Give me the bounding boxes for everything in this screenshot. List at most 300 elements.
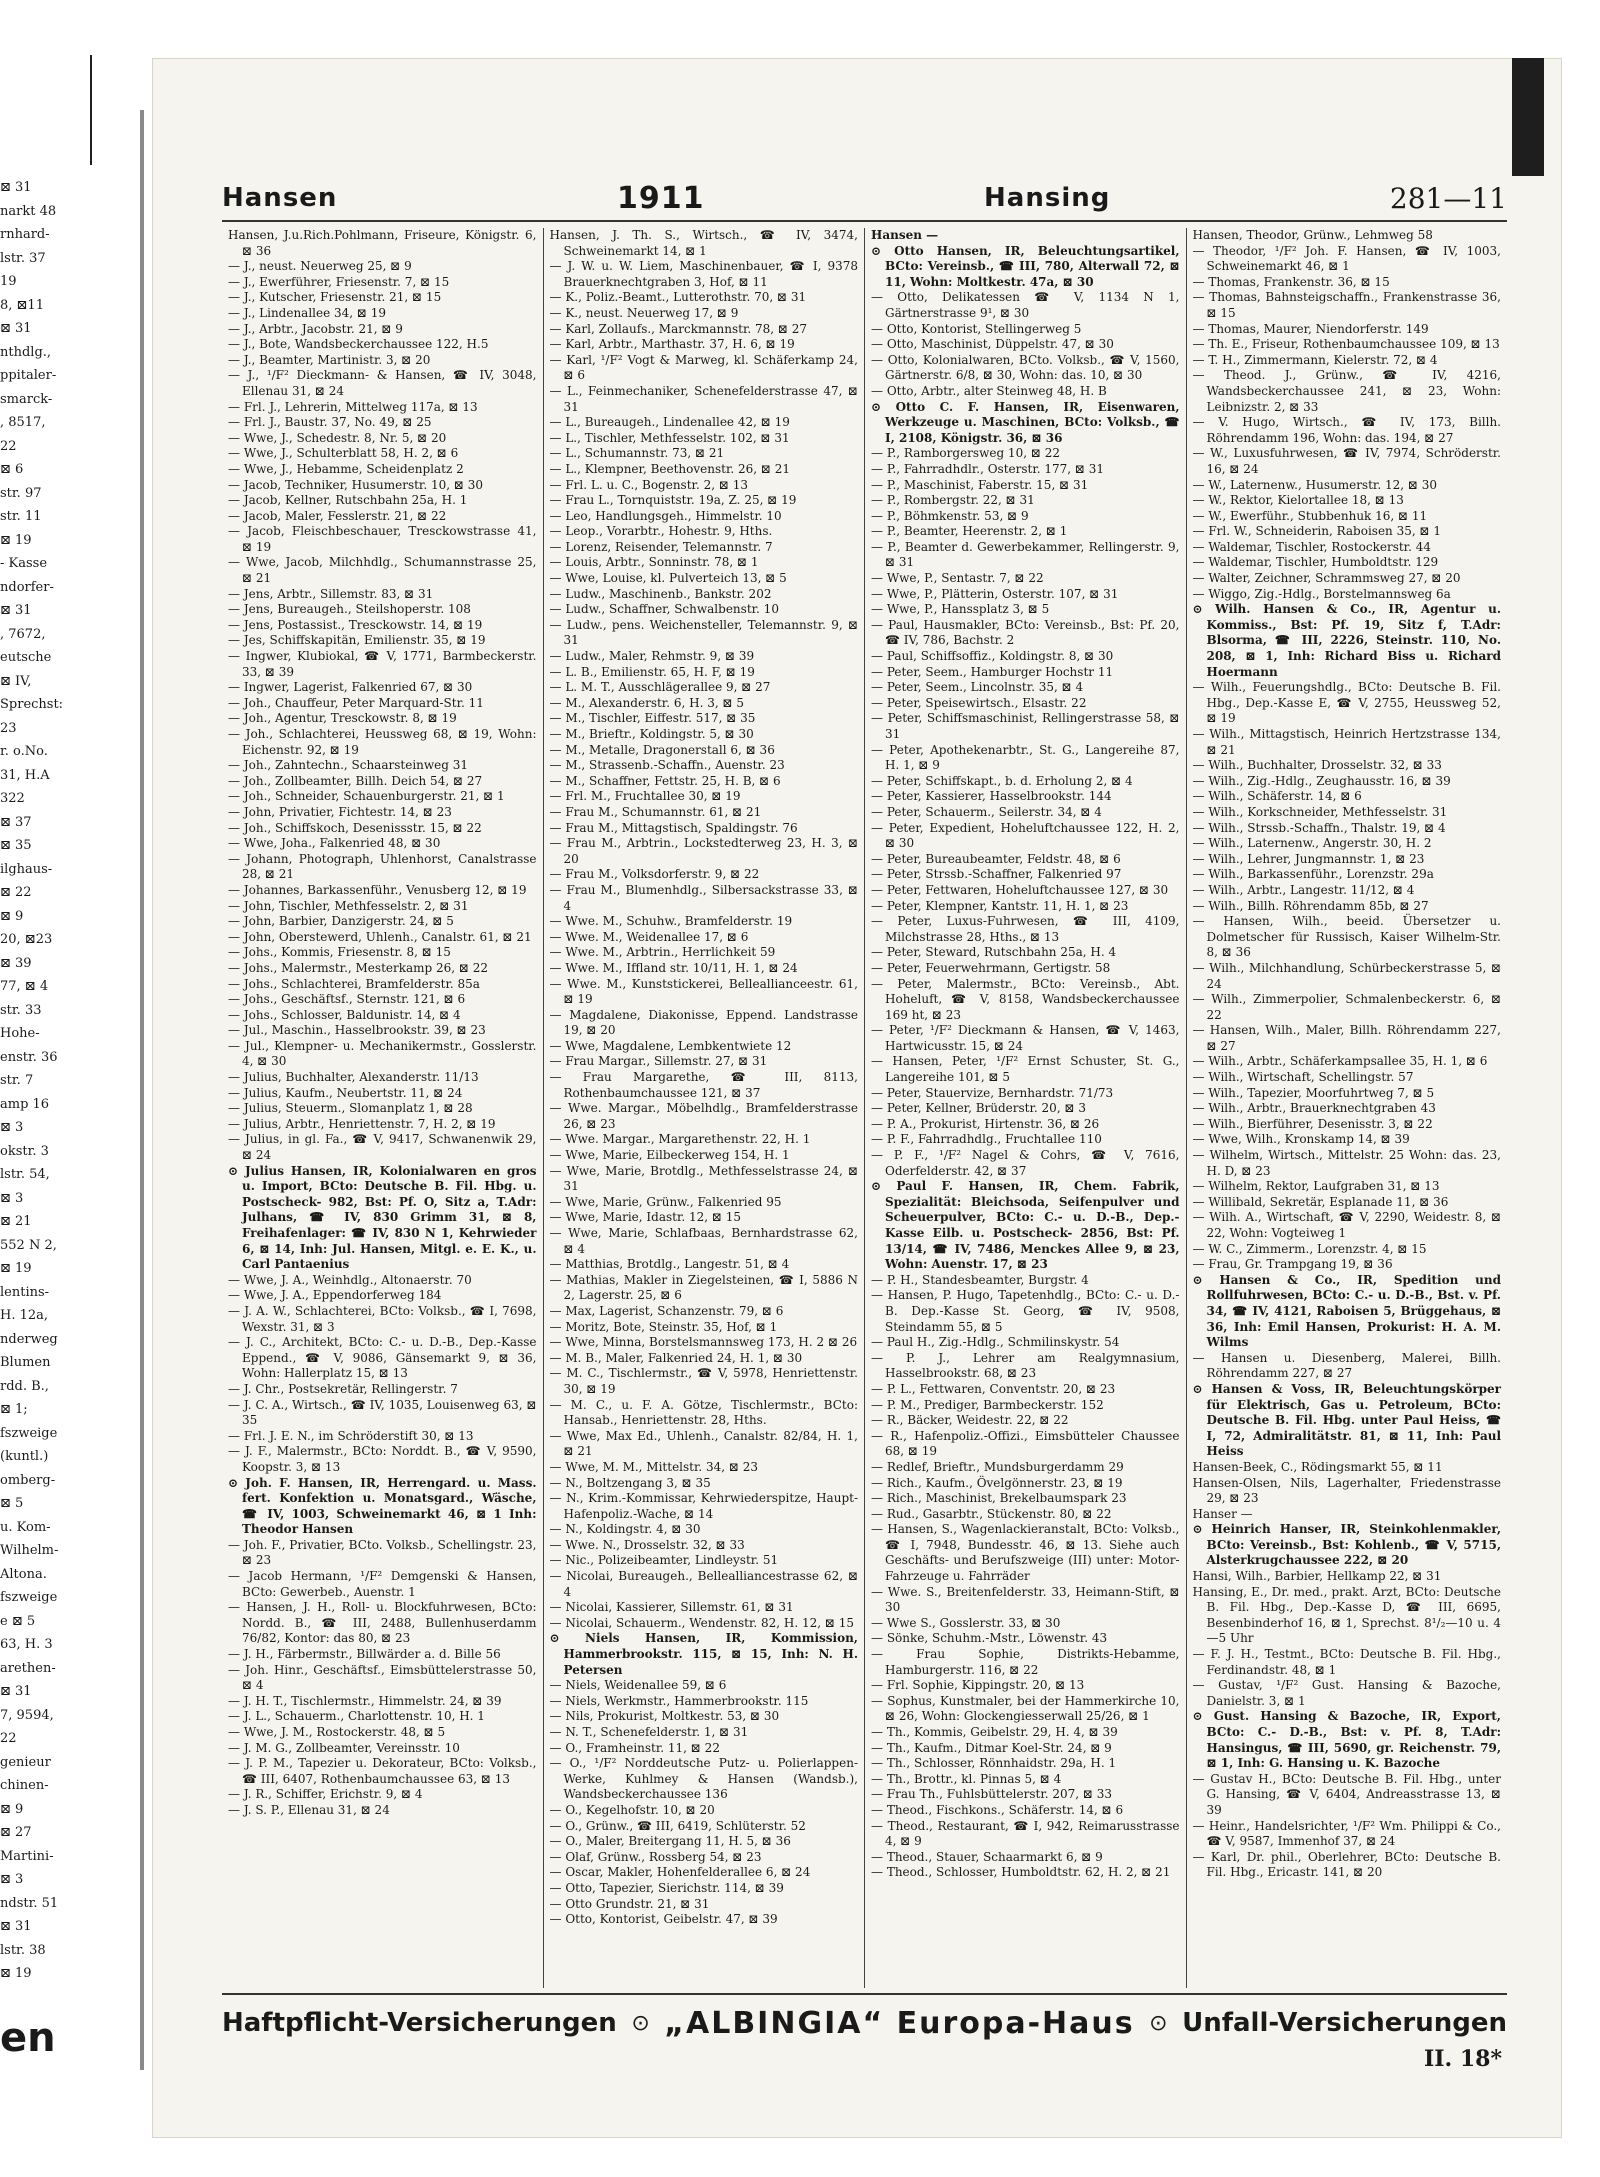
directory-entry: Hanser — bbox=[1192, 1506, 1253, 1521]
directory-entry: ⊙ Julius Hansen, IR, Kolonialwaren en gros u. Import, BCto: Deutsche B. Fil. Hbg. u. Postscheck- 982, Bst: Pf. O, Sitz a, T.Adr: Julhans, ☎ IV, 830 Grimm 31, ⊠ 8, Freihafenlager: ☎ IV, 830 N 1, Kehrwieder 6, ⊠ 14, Inh: Jul. Hansen, Mitgl. e. E. K., u. Carl Pantaenius bbox=[228, 1163, 537, 1272]
directory-entry: — Wwe. M., Schuhw., Bramfelderstr. 19 bbox=[549, 914, 793, 929]
footer-rule bbox=[222, 1993, 1507, 1995]
directory-entry: — Ludw., Maler, Rehmstr. 9, ⊠ 39 bbox=[549, 649, 755, 664]
adjacent-page-footer-fragment: en bbox=[0, 2015, 56, 2061]
directory-entry: — R., Bäcker, Weidestr. 22, ⊠ 22 bbox=[871, 1413, 1069, 1428]
adjacent-line-fragment: ⊠ 3 bbox=[0, 1120, 24, 1135]
directory-entry: Hansen-Olsen, Nils, Lagerhalter, Friedenstrasse 29, ⊠ 23 bbox=[1192, 1475, 1501, 1506]
adjacent-line-fragment: enstr. 36 bbox=[0, 1049, 58, 1065]
column-3-entries bbox=[871, 244, 1180, 1881]
directory-entry: — Wwe, J. A., Weinhdlg., Altonaerstr. 70 bbox=[228, 1272, 472, 1287]
adjacent-line-fragment: (kuntl.) bbox=[0, 1449, 49, 1464]
directory-entry: — Wwe, Jacob, Milchhdlg., Schumannstrasse 25, ⊠ 21 bbox=[228, 555, 537, 586]
adjacent-line-fragment: 7, 9594, bbox=[0, 1707, 54, 1723]
directory-entry: — J. P. M., Tapezier u. Dekorateur, BCto: Volksb., ☎ III, 6407, Rothenbaumchaussee 63, ⊠ 13 bbox=[228, 1756, 537, 1786]
directory-entry: — W., Ewerführ., Stubbenhuk 16, ⊠ 11 bbox=[1192, 508, 1428, 523]
adjacent-line-fragment: Hohe- bbox=[0, 1026, 40, 1041]
directory-entry: — Wwe, Marie, Brotdlg., Methfesselstrasse 24, ⊠ 31 bbox=[549, 1163, 858, 1194]
directory-entry: — Frl. J., Baustr. 37, No. 49, ⊠ 25 bbox=[228, 415, 432, 430]
directory-entry: — Otto, Kolonialwaren, BCto. Volksb., ☎ V, 1560, Gärtnerstr. 6/8, ⊠ 30, Wohn: das. 10, ⊠ 30 bbox=[871, 352, 1180, 383]
directory-entry: — Wilh., Korkschneider, Methfesselstr. 31 bbox=[1192, 804, 1448, 819]
directory-entry: — Max, Lagerist, Schanzenstr. 79, ⊠ 6 bbox=[549, 1303, 784, 1318]
directory-entry: — Ingwer, Klubiokal, ☎ V, 1771, Barmbeckerstr. 33, ⊠ 39 bbox=[228, 649, 537, 679]
directory-entry: — T. H., Zimmermann, Kielerstr. 72, ⊠ 4 bbox=[1192, 352, 1438, 367]
directory-entry: ⊙ Heinrich Hanser, IR, Steinkohlenmakler, BCto: Vereinsb., Bst: Kohlenb., ☎ V, 5715, Alsterkrugchaussee 222, ⊠ 20 bbox=[1192, 1522, 1501, 1568]
adjacent-line-fragment: lstr. 38 bbox=[0, 1942, 46, 1958]
adjacent-line-fragment: amp 16 bbox=[0, 1096, 50, 1112]
directory-entry: — J. C. A., Wirtsch., ☎ IV, 1035, Louisenweg 63, ⊠ 35 bbox=[228, 1397, 537, 1428]
directory-entry: — Otto, Maschinist, Düppelstr. 47, ⊠ 30 bbox=[871, 337, 1114, 352]
directory-entry: — Wwe. S., Breitenfelderstr. 33, Heimann-Stift, ⊠ 30 bbox=[871, 1584, 1180, 1615]
adjacent-line-fragment: ⊠ 3 bbox=[0, 1872, 24, 1887]
directory-entry: — Frl. Sophie, Kippingstr. 20, ⊠ 13 bbox=[871, 1678, 1085, 1693]
directory-entry: — Wilh., Arbtr., Schäferkampsallee 35, H. 1, ⊠ 6 bbox=[1192, 1054, 1488, 1069]
directory-entry: — Peter, ¹/F² Dieckmann & Hansen, ☎ V, 1463, Hartwicusstr. 15, ⊠ 24 bbox=[871, 1023, 1180, 1053]
directory-entry: — R., Hafenpoliz.-Offizi., Eimsbütteler Chaussee 68, ⊠ 19 bbox=[871, 1428, 1180, 1459]
adjacent-line-fragment: 77, ⊠ 4 bbox=[0, 979, 49, 994]
directory-entry: — Hansen u. Diesenberg, Malerei, Billh. Röhrendamm 227, ⊠ 27 bbox=[1192, 1350, 1501, 1381]
directory-entry: — Joh. F., Privatier, BCto. Volksb., Schellingstr. 23, ⊠ 23 bbox=[228, 1537, 537, 1568]
directory-entry: — Julius, Kaufm., Neubertstr. 11, ⊠ 24 bbox=[228, 1085, 463, 1100]
directory-entry: — Peter, Schauerm., Seilerstr. 34, ⊠ 4 bbox=[871, 804, 1102, 819]
directory-entry: — Niels, Werkmstr., Hammerbrookstr. 115 bbox=[549, 1693, 809, 1708]
directory-entry: — W. C., Zimmerm., Lorenzstr. 4, ⊠ 15 bbox=[1192, 1241, 1427, 1256]
adjacent-line-fragment: 20, ⊠23 bbox=[0, 932, 53, 947]
directory-entry: — Wwe. M., Arbtrin., Herrlichkeit 59 bbox=[549, 945, 776, 960]
footer-left-ad: Haftpflicht-Versicherungen bbox=[222, 2008, 617, 2038]
directory-entry: — John, Barbier, Danzigerstr. 24, ⊠ 5 bbox=[228, 914, 454, 929]
directory-entry: — Magdalene, Diakonisse, Eppend. Landstrasse 19, ⊠ 20 bbox=[549, 1007, 858, 1038]
adjacent-line-fragment: chinen- bbox=[0, 1778, 49, 1793]
directory-entry: — Frl. J., Lehrerin, Mittelweg 117a, ⊠ 13 bbox=[228, 399, 478, 414]
directory-entry: — Rich., Kaufm., Övelgönnerstr. 23, ⊠ 19 bbox=[871, 1475, 1123, 1490]
directory-entry: — Paul, Hausmakler, BCto: Vereinsb., Bst: Pf. 20, ☎ IV, 786, Bachstr. 2 bbox=[871, 617, 1180, 648]
column-1 bbox=[222, 228, 544, 1988]
adjacent-line-fragment: ⊠ 22 bbox=[0, 885, 32, 900]
adjacent-line-fragment: 8, ⊠11 bbox=[0, 297, 44, 313]
directory-entry: — Moritz, Bote, Steinstr. 35, Hof, ⊠ 1 bbox=[549, 1319, 778, 1334]
directory-entry: — Wwe, Marie, Grünw., Falkenried 95 bbox=[549, 1194, 782, 1209]
directory-entry: — P. F., ¹/F² Nagel & Cohrs, ☎ V, 7616, Oderfelderstr. 42, ⊠ 37 bbox=[871, 1148, 1180, 1178]
directory-entry: — J., Bote, Wandsbeckerchaussee 122, H.5 bbox=[228, 337, 489, 352]
page-number: 281—11 bbox=[1389, 181, 1507, 215]
directory-entry: — Wilh., Zimmerpolier, Schmalenbeckerstr. 6, ⊠ 22 bbox=[1192, 992, 1501, 1022]
directory-entry: Hansen, J. Th. S., Wirtsch., ☎ IV, 3474, Schweinemarkt 14, ⊠ 1 bbox=[549, 228, 858, 258]
directory-entry: — Nicolai, Kassierer, Sillemstr. 61, ⊠ 31 bbox=[549, 1600, 794, 1615]
directory-entry: — Theodor, ¹/F² Joh. F. Hansen, ☎ IV, 1003, Schweinemarkt 46, ⊠ 1 bbox=[1192, 243, 1501, 274]
directory-entry: — Thomas, Bahnsteigschaffn., Frankenstrasse 36, ⊠ 15 bbox=[1192, 290, 1501, 320]
adjacent-line-fragment: lentins- bbox=[0, 1284, 50, 1300]
directory-entry: — Frau Sophie, Distrikts-Hebamme, Hamburgerstr. 116, ⊠ 22 bbox=[871, 1647, 1180, 1677]
directory-entry: — L., Schumannstr. 73, ⊠ 21 bbox=[549, 446, 725, 461]
adjacent-line-fragment: ⊠ 35 bbox=[0, 838, 32, 853]
directory-entry: — Jacob, Techniker, Husumerstr. 10, ⊠ 30 bbox=[228, 477, 484, 492]
directory-entry: ⊙ Gust. Hansing & Bazoche, IR, Export, BCto: C.- D.-B., Bst: v. Pf. 8, T.Adr: Hansingus, ☎ III, 5690, gr. Reichenstr. 79, ⊠ 1, Inh: G. Hansing u. K. Bazoche bbox=[1192, 1709, 1501, 1771]
directory-entry: — Jul., Klempner- u. Mechanikermstr., Gosslerstr. 4, ⊠ 30 bbox=[228, 1038, 537, 1069]
directory-entry: — Wilh., Tapezier, Moorfuhrtweg 7, ⊠ 5 bbox=[1192, 1085, 1435, 1100]
directory-entry: Hansen-Beek, C., Rödingsmarkt 55, ⊠ 11 bbox=[1192, 1459, 1443, 1474]
directory-entry: ⊙ Wilh. Hansen & Co., IR, Agentur u. Kommiss., Bst: Pf. 19, Sitz f, T.Adr: Blsorma, ☎ III, 2226, Steinstr. 110, No. 208, ⊠ 1, Inh: Richard Biss u. Richard Hoermann bbox=[1192, 602, 1501, 679]
directory-entry: — Wilh., Arbtr., Langestr. 11/12, ⊠ 4 bbox=[1192, 882, 1415, 897]
directory-entry: — Rud., Gasarbtr., Stückenstr. 80, ⊠ 22 bbox=[871, 1506, 1112, 1521]
directory-entry: ⊙ Paul F. Hansen, IR, Chem. Fabrik, Spezialität: Bleichsoda, Seifenpulver und Scheuerpulver, BCto: C.- u. D.-B., Dep.-Kasse Eilb. u. Postscheck- 2856, Bst: Pf. 13/14, ☎ IV, 7486, Menckes Allee 9, ⊠ 23, Wohn: Auenstr. 17, ⊠ 23 bbox=[871, 1179, 1180, 1272]
directory-entry: — Ludw., Schaffner, Schwalbenstr. 10 bbox=[549, 602, 779, 617]
directory-entry: — O., Maler, Breitergang 11, H. 5, ⊠ 36 bbox=[549, 1834, 791, 1849]
directory-entry: — M., Brieftr., Koldingstr. 5, ⊠ 30 bbox=[549, 727, 754, 741]
directory-entry: — Julius, Buchhalter, Alexanderstr. 11/13 bbox=[228, 1070, 479, 1085]
adjacent-line-fragment: ⊠ IV, bbox=[0, 673, 32, 689]
directory-entry: — K., neust. Neuerweg 17, ⊠ 9 bbox=[549, 305, 739, 320]
thumb-index-tab bbox=[1512, 58, 1544, 176]
adjacent-line-fragment: ⊠ 37 bbox=[0, 814, 32, 830]
directory-entry: — M., Tischler, Eiffestr. 517, ⊠ 35 bbox=[549, 711, 756, 726]
adjacent-line-fragment: Sprechst: bbox=[0, 697, 64, 712]
directory-entry: — Wwe. M., Iffland str. 10/11, H. 1, ⊠ 24 bbox=[549, 960, 798, 975]
directory-entry: — Frau M., Mittagstisch, Spaldingstr. 76 bbox=[549, 820, 798, 835]
directory-entry: — Nicolai, Schauerm., Wendenstr. 82, H. 12, ⊠ 15 bbox=[549, 1615, 855, 1630]
directory-entry: — Joh., Chauffeur, Peter Marquard-Str. 11 bbox=[228, 695, 484, 710]
directory-entry: — Karl, Dr. phil., Oberlehrer, BCto: Deutsche B. Fil. Hbg., Ericastr. 141, ⊠ 20 bbox=[1192, 1849, 1501, 1880]
directory-entry: — Wwe, P., Plätterin, Osterstr. 107, ⊠ 31 bbox=[871, 586, 1119, 601]
directory-entry: — Theod., Fischkons., Schäferstr. 14, ⊠ 6 bbox=[871, 1802, 1124, 1817]
directory-entry: — J., Lindenallee 34, ⊠ 19 bbox=[228, 305, 387, 320]
directory-entry: — Frl. J. E. N., im Schröderstift 30, ⊠ 13 bbox=[228, 1428, 474, 1443]
directory-entry: — Frau M., Volksdorferstr. 9, ⊠ 22 bbox=[549, 867, 760, 882]
directory-entry: — Otto, Arbtr., alter Steinweg 48, H. B bbox=[871, 383, 1107, 398]
directory-entry: — Wwe, Wilh., Kronskamp 14, ⊠ 39 bbox=[1192, 1132, 1410, 1147]
column-4 bbox=[1187, 228, 1508, 1988]
directory-entry: — J. A. W., Schlachterei, BCto: Volksb., ☎ I, 7698, Wexstr. 31, ⊠ 3 bbox=[228, 1303, 537, 1334]
directory-entry: — O., Grünw., ☎ III, 6419, Schlüterstr. 52 bbox=[549, 1818, 806, 1833]
directory-entry: — Niels, Weidenallee 59, ⊠ 6 bbox=[549, 1678, 727, 1693]
adjacent-line-fragment: r. o.No. bbox=[0, 744, 48, 759]
directory-entry: — Nils, Prokurist, Moltkestr. 53, ⊠ 30 bbox=[549, 1709, 780, 1724]
adjacent-line-fragment: ⊠ 6 bbox=[0, 462, 24, 477]
directory-entry: — Theod., Schlosser, Humboldtstr. 62, H. 2, ⊠ 21 bbox=[871, 1865, 1171, 1880]
directory-entry: — Peter, Feuerwehrmann, Gertigstr. 58 bbox=[871, 960, 1111, 975]
directory-entry: ⊙ Joh. F. Hansen, IR, Herrengard. u. Mass. fert. Konfektion u. Monatsgard., Wäsche, ☎ IV, 1003, Schweinemarkt 46, ⊠ 1 Inh: Theodor Hansen bbox=[228, 1475, 537, 1537]
adjacent-line-fragment: str. 33 bbox=[0, 1002, 42, 1018]
directory-entry: — Leo, Handlungsgeh., Himmelstr. 10 bbox=[549, 508, 782, 523]
directory-entry: — N., Koldingstr. 4, ⊠ 30 bbox=[549, 1522, 701, 1537]
column-3-heading: Hansen — bbox=[871, 228, 939, 242]
directory-entry: — John, Tischler, Methfesselstr. 2, ⊠ 31 bbox=[228, 898, 469, 913]
adjacent-line-fragment: okstr. 3 bbox=[0, 1143, 49, 1159]
directory-entry: — Wwe, J. M., Rostockerstr. 48, ⊠ 5 bbox=[228, 1725, 446, 1739]
adjacent-line-fragment: arethen- bbox=[0, 1660, 56, 1676]
directory-entry: — Wwe, J., Schulterblatt 58, H. 2, ⊠ 6 bbox=[228, 446, 459, 461]
directory-entry: — L., Klempner, Beethovenstr. 26, ⊠ 21 bbox=[549, 461, 791, 476]
directory-entry: — Hansen, Wilh., Maler, Billh. Röhrendamm 227, ⊠ 27 bbox=[1192, 1023, 1501, 1053]
adjacent-line-fragment: ⊠ 19 bbox=[0, 532, 32, 548]
directory-entry: ⊙ Hansen & Co., IR, Spedition und Rollfuhrwesen, BCto: C.- u. D.-B., Bst. v. Pf. 34, ☎ IV, 4121, Raboisen 5, Brüggehaus, ⊠ 36, Inh: Emil Hansen, Prokurist: H. A. M. Wilms bbox=[1192, 1272, 1501, 1350]
adjacent-line-fragment: 23 bbox=[0, 720, 17, 736]
directory-entry: — Peter, Steward, Rutschbahn 25a, H. 4 bbox=[871, 945, 1117, 960]
adjacent-line-fragment: omberg- bbox=[0, 1472, 56, 1488]
adjacent-line-fragment: Martini- bbox=[0, 1848, 54, 1864]
directory-entry: — Jacob, Maler, Fesslerstr. 21, ⊠ 22 bbox=[228, 508, 447, 523]
directory-entry: — Jens, Bureaugeh., Steilshoperstr. 108 bbox=[228, 602, 471, 617]
adjacent-line-fragment: 322 bbox=[0, 791, 25, 806]
directory-entry: — Joh., Zahntechn., Schaarsteinweg 31 bbox=[228, 758, 469, 773]
directory-entry: — Sönke, Schuhm.-Mstr., Löwenstr. 43 bbox=[871, 1631, 1108, 1646]
directory-entry: — Wwe, J., Schedestr. 8, Nr. 5, ⊠ 20 bbox=[228, 430, 447, 445]
directory-entry: — Hansen, S., Wagenlackieranstalt, BCto: Volksb., ☎ I, 7948, Bundesstr. 46, ⊠ 13. Siehe auch Geschäfts- und Berufszweige (III) unter: Motor-Fahrzeuge u. Fahrräder bbox=[871, 1522, 1180, 1584]
directory-entry: — Th. E., Friseur, Rothenbaumchaussee 109, ⊠ 13 bbox=[1192, 337, 1500, 352]
directory-entry: — Peter, Bureaubeamter, Feldstr. 48, ⊠ 6 bbox=[871, 851, 1121, 866]
directory-entry: — Joh., Schneider, Schauenburgerstr. 21, ⊠ 1 bbox=[228, 789, 505, 804]
directory-entry: — N., Boltzengang 3, ⊠ 35 bbox=[549, 1475, 711, 1490]
directory-entry: — J. H. T., Tischlermstr., Himmelstr. 24, ⊠ 39 bbox=[228, 1693, 502, 1708]
directory-entry: — Wwe, Marie, Schlafbaas, Bernhardstrasse 62, ⊠ 4 bbox=[549, 1226, 858, 1256]
directory-entry: — P. H., Standesbeamter, Burgstr. 4 bbox=[871, 1272, 1089, 1287]
directory-entry: — Otto, Kontorist, Geibelstr. 47, ⊠ 39 bbox=[549, 1912, 778, 1927]
adjacent-line-fragment: - Kasse bbox=[0, 556, 48, 571]
directory-entry: — Frau M., Arbtrin., Lockstedterweg 23, H. 3, ⊠ 20 bbox=[549, 836, 858, 866]
adjacent-line-fragment: H. 12a, bbox=[0, 1308, 49, 1323]
directory-entry: — Johs., Malermstr., Mesterkamp 26, ⊠ 22 bbox=[228, 960, 489, 975]
directory-entry: — Frau M., Schumannstr. 61, ⊠ 21 bbox=[549, 804, 762, 819]
directory-entry: — Peter, Expedient, Hoheluftchaussee 122, H. 2, ⊠ 30 bbox=[871, 820, 1180, 851]
directory-entry: — M., Metalle, Dragonerstall 6, ⊠ 36 bbox=[549, 742, 775, 757]
directory-entry: — O., Kegelhofstr. 10, ⊠ 20 bbox=[549, 1802, 715, 1817]
directory-entry: — Wilh., Wirtschaft, Schellingstr. 57 bbox=[1192, 1070, 1414, 1085]
directory-entry: — Wwe, P., Sentastr. 7, ⊠ 22 bbox=[871, 571, 1044, 586]
directory-entry: — Wwe. M., Kunststickerei, Belleallianceestr. 61, ⊠ 19 bbox=[549, 976, 858, 1007]
adjacent-line-fragment: ndstr. 51 bbox=[0, 1895, 59, 1911]
directory-entry: — Jacob, Kellner, Rutschbahn 25a, H. 1 bbox=[228, 493, 468, 508]
directory-entry: ⊙ Otto Hansen, IR, Beleuchtungsartikel, BCto: Vereinsb., ☎ III, 780, Alterwall 72, ⊠ 11, Wohn: Moltkestr. 47a, ⊠ 30 bbox=[871, 243, 1180, 289]
directory-entry: — W., Laternenw., Husumerstr. 12, ⊠ 30 bbox=[1192, 477, 1437, 492]
directory-entry: — Peter, Kassierer, Hasselbrookstr. 144 bbox=[871, 789, 1112, 804]
adjacent-line-fragment: ⊠ 19 bbox=[0, 1261, 32, 1276]
directory-entry: — Joh., Agentur, Tresckowstr. 8, ⊠ 19 bbox=[228, 711, 457, 726]
directory-entry: — M., Strassenb.-Schaffn., Auenstr. 23 bbox=[549, 758, 785, 773]
directory-entry: — L. M. T., Ausschlägerallee 9, ⊠ 27 bbox=[549, 680, 771, 695]
directory-entry: — Gustav H., BCto: Deutsche B. Fil. Hbg., unter G. Hansing, ☎ V, 6404, Andreasstrasse 13, ⊠ 39 bbox=[1192, 1771, 1501, 1817]
directory-entry: Hansi, Wilh., Barbier, Hellkamp 22, ⊠ 31 bbox=[1192, 1569, 1442, 1584]
directory-entry: — Redlef, Brieftr., Mundsburgerdamm 29 bbox=[871, 1459, 1124, 1474]
directory-entry: — P., Beamter, Heerenstr. 2, ⊠ 1 bbox=[871, 524, 1068, 539]
directory-entry: — Peter, Klempner, Kantstr. 11, H. 1, ⊠ 23 bbox=[871, 898, 1129, 913]
directory-entry: — Peter, Fettwaren, Hoheluftchaussee 127, ⊠ 30 bbox=[871, 882, 1169, 897]
directory-entry: — P., Fahrradhdlr., Osterstr. 177, ⊠ 31 bbox=[871, 461, 1105, 476]
adjacent-line-fragment: ⊠ 21 bbox=[0, 1214, 32, 1229]
directory-entry: — Paul H., Zig.-Hdlg., Schmilinskystr. 54 bbox=[871, 1335, 1120, 1350]
directory-entry: — P. A., Prokurist, Hirtenstr. 36, ⊠ 26 bbox=[871, 1116, 1100, 1131]
adjacent-line-fragment: 19 bbox=[0, 274, 17, 289]
adjacent-line-fragment: ⊠ 39 bbox=[0, 955, 32, 971]
directory-entry: — Frau L., Tornquiststr. 19a, Z. 25, ⊠ 19 bbox=[549, 493, 797, 508]
directory-entry: — M., Alexanderstr. 6, H. 3, ⊠ 5 bbox=[549, 695, 744, 710]
directory-entry: — O., ¹/F² Norddeutsche Putz- u. Polierlappen-Werke, Kuhlmey & Hansen (Wandsb.), Wandsbeckerchaussee 136 bbox=[549, 1756, 858, 1802]
directory-entry: — W., Rektor, Kielortallee 18, ⊠ 13 bbox=[1192, 493, 1404, 508]
directory-entry: — Joh., Schlachterei, Heussweg 68, ⊠ 19, Wohn: Eichenstr. 92, ⊠ 19 bbox=[228, 727, 537, 757]
directory-entry: — Wilh., Mittagstisch, Heinrich Hertzstrasse 134, ⊠ 21 bbox=[1192, 727, 1501, 757]
directory-entry: — Willibald, Sekretär, Esplanade 11, ⊠ 36 bbox=[1192, 1194, 1449, 1209]
directory-entry: — Lorenz, Reisender, Telemannstr. 7 bbox=[549, 539, 773, 554]
adjacent-line-fragment: , 8517, bbox=[0, 415, 46, 430]
directory-entry: — Wwe, Max Ed., Uhlenh., Canalstr. 82/84, H. 1, ⊠ 21 bbox=[549, 1428, 858, 1459]
directory-entry: — Wilh., Schäferstr. 14, ⊠ 6 bbox=[1192, 789, 1362, 804]
directory-entry: — V. Hugo, Wirtsch., ☎ IV, 173, Billh. Röhrendamm 196, Wohn: das. 194, ⊠ 27 bbox=[1192, 415, 1501, 445]
directory-entry: ⊙ Otto C. F. Hansen, IR, Eisenwaren, Werkzeuge u. Maschinen, BCto: Volksb., ☎ I, 2108, Königstr. 36, ⊠ 36 bbox=[871, 399, 1180, 445]
directory-entry: — Sophus, Kunstmaler, bei der Hammerkirche 10, ⊠ 26, Wohn: Glockengiesserwall 25/26, ⊠ 1 bbox=[871, 1693, 1180, 1724]
directory-entry: — F. J. H., Testmt., BCto: Deutsche B. Fil. Hbg., Ferdinandstr. 48, ⊠ 1 bbox=[1192, 1647, 1501, 1677]
directory-entry: — Ludw., Maschinenb., Bankstr. 202 bbox=[549, 586, 772, 601]
adjacent-line-fragment: 22 bbox=[0, 1731, 17, 1746]
directory-entry: — Waldemar, Tischler, Humboldtstr. 129 bbox=[1192, 555, 1439, 570]
directory-entry: — Otto, Tapezier, Sierichstr. 114, ⊠ 39 bbox=[549, 1880, 784, 1895]
directory-entry: — P. J., Lehrer am Realgymnasium, Hasselbrookstr. 68, ⊠ 23 bbox=[871, 1350, 1180, 1381]
directory-entry: — Thomas, Frankenstr. 36, ⊠ 15 bbox=[1192, 274, 1390, 289]
directory-entry: — Peter, Malermstr., BCto: Vereinsb., Abt. Hoheluft, ☎ V, 8158, Wandsbeckerchaussee 169 ht, ⊠ 23 bbox=[871, 976, 1180, 1022]
adjacent-line-fragment: ilghaus- bbox=[0, 861, 53, 877]
adjacent-line-fragment: Wilhelm- bbox=[0, 1543, 59, 1558]
directory-entry: — N. T., Schenefelderstr. 1, ⊠ 31 bbox=[549, 1725, 749, 1739]
directory-page bbox=[152, 58, 1562, 2138]
directory-entry: — P., Rombergstr. 22, ⊠ 31 bbox=[871, 493, 1035, 508]
directory-entry: — Peter, Strssb.-Schaffner, Falkenried 97 bbox=[871, 867, 1122, 882]
directory-entry: — Wwe, Louise, kl. Pulverteich 13, ⊠ 5 bbox=[549, 571, 787, 586]
directory-entry: — Wilh., Zig.-Hdlg., Zeughausstr. 16, ⊠ 39 bbox=[1192, 773, 1451, 788]
directory-entry: — Karl, Zollaufs., Marckmannstr. 78, ⊠ 27 bbox=[549, 321, 808, 336]
adjacent-line-fragment: rdd. B., bbox=[0, 1378, 49, 1394]
directory-entry: — Wwe, M. M., Mittelstr. 34, ⊠ 23 bbox=[549, 1459, 759, 1474]
adjacent-line-fragment: 552 N 2, bbox=[0, 1237, 57, 1253]
directory-entry: Hansen, Theodor, Grünw., Lehmweg 58 bbox=[1192, 228, 1433, 242]
directory-entry: — J. F., Malermstr., BCto: Norddt. B., ☎ V, 9590, Koopstr. 3, ⊠ 13 bbox=[228, 1444, 537, 1474]
directory-entry: — Hansen, Wilh., beeid. Übersetzer u. Dolmetscher für Russisch, Kaiser Wilhelm-Str. 8, ⊠ 36 bbox=[1192, 914, 1501, 960]
directory-entry: — Julius, Arbtr., Henriettenstr. 7, H. 2, ⊠ 19 bbox=[228, 1116, 496, 1131]
directory-entry: — Jacob, Fleischbeschauer, Tresckowstrasse 41, ⊠ 19 bbox=[228, 524, 537, 554]
directory-entry: — Wilh., Barkassenführ., Lorenzstr. 29a bbox=[1192, 867, 1434, 882]
directory-entry: — M. B., Maler, Falkenried 24, H. 1, ⊠ 30 bbox=[549, 1350, 803, 1365]
header-rule bbox=[222, 220, 1507, 222]
directory-entry: — M., Schaffner, Fettstr. 25, H. B, ⊠ 6 bbox=[549, 773, 781, 788]
directory-entry: — Joh., Schiffskoch, Desenissstr. 15, ⊠ 22 bbox=[228, 820, 482, 835]
directory-entry: — Waldemar, Tischler, Rostockerstr. 44 bbox=[1192, 539, 1431, 554]
directory-entry: — L., Bureaugeh., Lindenallee 42, ⊠ 19 bbox=[549, 415, 790, 430]
directory-entry: — Peter, Schiffskapt., b. d. Erholung 2, ⊠ 4 bbox=[871, 773, 1133, 788]
directory-entry: — Wwe, P., Hanssplatz 3, ⊠ 5 bbox=[871, 602, 1050, 617]
directory-entry: — Heinr., Handelsrichter, ¹/F² Wm. Philippi & Co., ☎ V, 9587, Immenhof 37, ⊠ 24 bbox=[1192, 1818, 1501, 1849]
directory-entry: — Johs., Schlosser, Baldunistr. 14, ⊠ 4 bbox=[228, 1007, 461, 1022]
adjacent-line-fragment: ppitaler- bbox=[0, 368, 57, 383]
directory-entry: — Olaf, Grünw., Rossberg 54, ⊠ 23 bbox=[549, 1849, 762, 1864]
directory-entry: — J., ¹/F² Dieckmann- & Hansen, ☎ IV, 3048, Ellenau 31, ⊠ 24 bbox=[228, 368, 537, 398]
directory-entry: — Th., Schlosser, Rönnhaidstr. 29a, H. 1 bbox=[871, 1756, 1117, 1771]
directory-entry: — Jacob Hermann, ¹/F² Demgenski & Hansen, BCto: Gewerbeb., Auenstr. 1 bbox=[228, 1569, 537, 1599]
directory-entry: — Otto Grundstr. 21, ⊠ 31 bbox=[549, 1896, 710, 1911]
column-3 bbox=[865, 228, 1187, 1988]
directory-entry: — Hansen, J. H., Roll- u. Blockfuhrwesen, BCto: Nordd. B., ☎ III, 2488, Bullenhuserdamm 76/82, Kontor: das 80, ⊠ 23 bbox=[228, 1600, 537, 1646]
directory-entry: — John, Oberstewerd, Uhlenh., Canalstr. 61, ⊠ 21 bbox=[228, 929, 532, 944]
adjacent-line-fragment: u. Kom- bbox=[0, 1519, 51, 1535]
directory-entry: — Frau, Gr. Trampgang 19, ⊠ 36 bbox=[1192, 1257, 1393, 1272]
directory-entry: — Matthias, Brotdlg., Langestr. 51, ⊠ 4 bbox=[549, 1257, 790, 1272]
page-header bbox=[222, 178, 1507, 218]
directory-entry: — Jens, Postassist., Tresckowstr. 14, ⊠ 19 bbox=[228, 617, 483, 632]
directory-entry: — Johs., Geschäftsf., Sternstr. 121, ⊠ 6 bbox=[228, 992, 466, 1007]
directory-entry: — Jul., Maschin., Hasselbrookstr. 39, ⊠ 23 bbox=[228, 1023, 486, 1038]
adjacent-line-fragment: Blumen bbox=[0, 1355, 51, 1370]
directory-entry: — N., Krim.-Kommissar, Kehrwiederspitze, Haupt-Hafenpoliz.-Wache, ⊠ 14 bbox=[549, 1491, 858, 1521]
directory-entry: — Thomas, Maurer, Niendorferstr. 149 bbox=[1192, 321, 1429, 336]
directory-entry: — Wwe. N., Drosselstr. 32, ⊠ 33 bbox=[549, 1537, 745, 1552]
directory-entry: — Frau Margar., Sillemstr. 27, ⊠ 31 bbox=[549, 1054, 768, 1069]
adjacent-line-fragment: str. 7 bbox=[0, 1073, 34, 1088]
directory-entry: — Ingwer, Lagerist, Falkenried 67, ⊠ 30 bbox=[228, 680, 473, 695]
adjacent-page-fragment bbox=[0, 55, 92, 2115]
directory-entry: — Peter, Apothekenarbtr., St. G., Langereihe 87, H. 1, ⊠ 9 bbox=[871, 742, 1180, 773]
adjacent-line-fragment: eutsche bbox=[0, 650, 52, 665]
adjacent-line-fragment: ⊠ 19 bbox=[0, 1966, 32, 1981]
directory-entry: — J. H., Färbermstr., Billwärder a. d. Bille 56 bbox=[228, 1647, 501, 1662]
directory-entry: — Wwe. Margar., Margarethenstr. 22, H. 1 bbox=[549, 1132, 811, 1147]
directory-entry: — L., Tischler, Methfesselstr. 102, ⊠ 31 bbox=[549, 430, 790, 445]
directory-entry: — Wiggo, Zig.-Hdlg., Borstelmannsweg 6a bbox=[1192, 586, 1451, 601]
directory-entry: — Frau Margarethe, ☎ III, 8113, Rothenbaumchaussee 121, ⊠ 37 bbox=[549, 1070, 858, 1100]
adjacent-line-fragment: nthdlg., bbox=[0, 344, 52, 360]
directory-entry: — Jes, Schiffskapitän, Emilienstr. 35, ⊠ 19 bbox=[228, 633, 486, 648]
directory-entry: — Peter, Schiffsmaschinist, Rellingerstrasse 58, ⊠ 31 bbox=[871, 711, 1180, 741]
footer-center-ad: „ALBINGIA“ Europa-Haus bbox=[664, 2005, 1135, 2041]
directory-entry: ⊙ Hansen & Voss, IR, Beleuchtungskörper für Elektrisch, Gas u. Petroleum, BCto: Deutsche B. Fil. Hbg. unter Paul Heiss, ☎ I, 72, Admiralitätstr. 81, ⊠ 11, Inh: Paul Heiss bbox=[1192, 1381, 1501, 1459]
directory-entry: — Peter, Seem., Lincolnstr. 35, ⊠ 4 bbox=[871, 680, 1084, 695]
edge-marker bbox=[90, 55, 92, 165]
signature-mark: II. 18* bbox=[1423, 2046, 1502, 2072]
directory-entry: — Frau Th., Fuhlsbüttelerstr. 207, ⊠ 33 bbox=[871, 1787, 1113, 1802]
directory-entry: — P., Maschinist, Faberstr. 15, ⊠ 31 bbox=[871, 477, 1089, 492]
directory-entry: — P. M., Prediger, Barmbeckerstr. 152 bbox=[871, 1397, 1104, 1412]
header-last-name: Hansing bbox=[984, 183, 1111, 213]
page-gutter-shadow bbox=[140, 110, 144, 2070]
directory-entry: — J., Kutscher, Friesenstr. 21, ⊠ 15 bbox=[228, 290, 442, 305]
directory-entry: — Wwe, Joha., Falkenried 48, ⊠ 30 bbox=[228, 836, 441, 851]
directory-entry: — Wwe S., Gosslerstr. 33, ⊠ 30 bbox=[871, 1615, 1061, 1630]
directory-entry: — M. C., Tischlermstr., ☎ V, 5978, Henriettenstr. 30, ⊠ 19 bbox=[549, 1366, 858, 1396]
directory-entry: — Th., Brottr., kl. Pinnas 5, ⊠ 4 bbox=[871, 1771, 1062, 1786]
adjacent-line-fragment: narkt 48 bbox=[0, 203, 57, 219]
adjacent-line-fragment: , 7672, bbox=[0, 626, 46, 642]
adjacent-line-fragment: ⊠ 1; bbox=[0, 1402, 28, 1417]
directory-entry: — J., Ewerführer, Friesenstr. 7, ⊠ 15 bbox=[228, 274, 450, 289]
directory-entry: — Wilh., Strssb.-Schaffn., Thalstr. 19, ⊠ 4 bbox=[1192, 820, 1446, 835]
adjacent-line-fragment: ⊠ 31 bbox=[0, 603, 32, 618]
directory-entry: — Peter, Seem., Hamburger Hochstr 11 bbox=[871, 664, 1114, 679]
adjacent-line-fragment: ⊠ 9 bbox=[0, 908, 24, 924]
header-year: 1911 bbox=[616, 180, 705, 216]
adjacent-line-fragment: fszweige bbox=[0, 1425, 58, 1441]
directory-entry: — Hansen, Peter, ¹/F² Ernst Schuster, St. G., Langereihe 101, ⊠ 5 bbox=[871, 1054, 1180, 1085]
directory-entry: — M. C., u. F. A. Götze, Tischlermstr., BCto: Hansab., Henriettenstr. 28, Hths. bbox=[549, 1397, 858, 1428]
directory-entry: — Wilh., Arbtr., Brauerknechtgraben 43 bbox=[1192, 1101, 1436, 1116]
directory-entry: — Hansen, P. Hugo, Tapetenhdlg., BCto: C.- u. D.-B. Dep.-Kasse St. Georg, ☎ IV, 9508, Steindamm 55, ⊠ 5 bbox=[871, 1288, 1180, 1334]
adjacent-line-fragment: lstr. 54, bbox=[0, 1167, 50, 1182]
adjacent-line-fragment: smarck- bbox=[0, 391, 53, 407]
adjacent-line-fragment: str. 97 bbox=[0, 485, 42, 501]
directory-entry: — P., Ramborgersweg 10, ⊠ 22 bbox=[871, 446, 1060, 461]
directory-entry: — Julius, Steuerm., Slomanplatz 1, ⊠ 28 bbox=[228, 1101, 473, 1116]
adjacent-line-fragment: ⊠ 31 bbox=[0, 180, 32, 195]
adjacent-line-fragment: ⊠ 27 bbox=[0, 1825, 32, 1840]
directory-entry: — J. S. P., Ellenau 31, ⊠ 24 bbox=[228, 1802, 390, 1817]
directory-entry: — Ludw., pens. Weichensteller, Telemannstr. 9, ⊠ 31 bbox=[549, 617, 858, 648]
adjacent-line-fragment: nderweg bbox=[0, 1331, 58, 1347]
adjacent-line-fragment: ⊠ 31 bbox=[0, 1919, 32, 1934]
directory-entry: — Joh. Hinr., Geschäftsf., Eimsbüttelerstrasse 50, ⊠ 4 bbox=[228, 1662, 537, 1693]
